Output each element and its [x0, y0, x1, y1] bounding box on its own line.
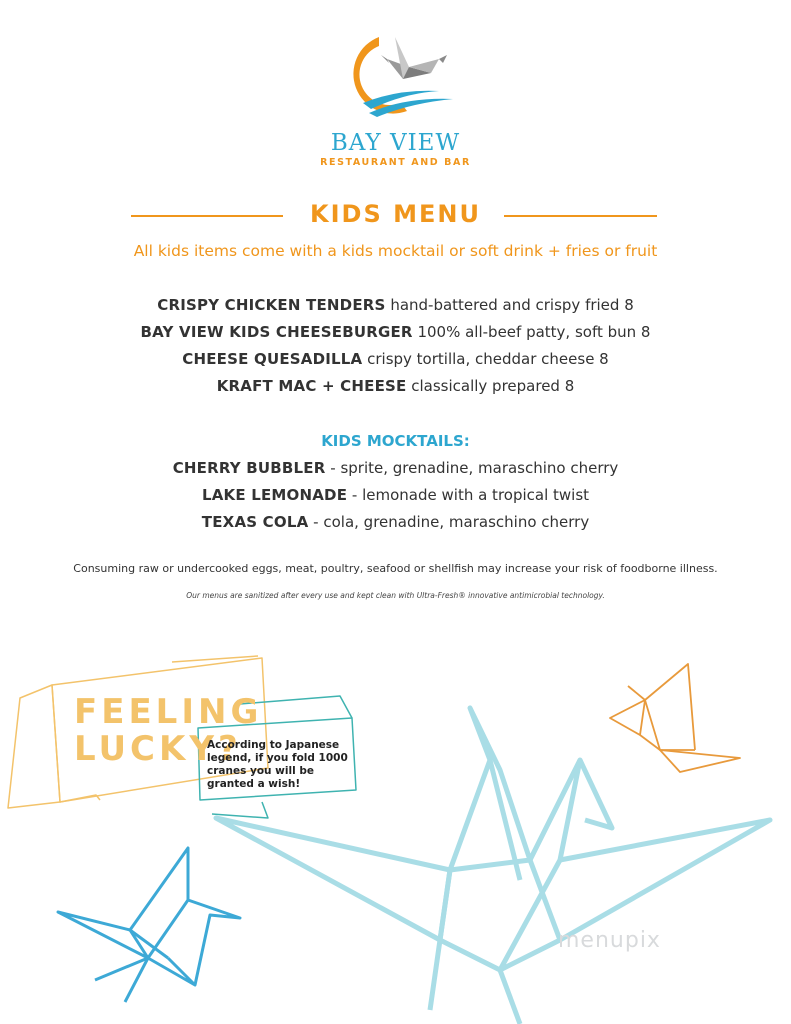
menupix-watermark: menupix: [558, 928, 661, 953]
item-desc: hand-battered and crispy fried 8: [385, 296, 634, 314]
item-desc: - lemonade with a tropical twist: [347, 486, 590, 504]
item-name: CHEESE QUESADILLA: [182, 350, 363, 368]
menu-item: [0, 323, 791, 341]
item-desc: 100% all-beef patty, soft bun 8: [412, 323, 651, 341]
legend-line: legend, if you fold 1000: [207, 752, 348, 764]
mocktail-item: [0, 459, 791, 477]
legend-line: According to Japanese: [207, 739, 340, 751]
food-safety-disclaimer: Consuming raw or undercooked eggs, meat, poultry, seafood or shellfish may increase your risk of foodborne illness.: [73, 562, 718, 575]
item-name: KRAFT MAC + CHEESE: [216, 377, 407, 395]
brand-name: BAY VIEW: [330, 130, 461, 156]
crane-legend: [207, 739, 348, 791]
promo-line-1: FEELING: [74, 692, 263, 732]
mocktail-item: [0, 486, 791, 504]
item-desc: - cola, grenadine, maraschino cherry: [308, 513, 590, 531]
item-desc: classically prepared 8: [406, 377, 575, 395]
brand-subtitle: RESTAURANT AND BAR: [320, 157, 471, 168]
menu-item: [0, 377, 791, 395]
menu-title: KIDS MENU: [310, 200, 481, 228]
menu-note: All kids items come with a kids mocktail or soft drink + fries or fruit: [133, 242, 658, 260]
item-name: CRISPY CHICKEN TENDERS: [157, 296, 386, 314]
item-name: LAKE LEMONADE: [201, 486, 348, 504]
sanitation-note: Our menus are sanitized after every use and kept clean with Ultra-Fresh® innovative antimicrobial technology.: [186, 591, 605, 600]
promo-line-2: LUCKY?: [74, 729, 242, 769]
item-desc: crispy tortilla, cheddar cheese 8: [362, 350, 609, 368]
mocktail-item: [0, 513, 791, 531]
item-desc: - sprite, grenadine, maraschino cherry: [325, 459, 619, 477]
orange-crane: [610, 664, 740, 772]
menu-item: [0, 350, 791, 368]
item-name: BAY VIEW KIDS CHEESEBURGER: [140, 323, 413, 341]
legend-line: granted a wish!: [207, 778, 301, 790]
item-name: CHERRY BUBBLER: [172, 459, 326, 477]
bay-view-logo: [335, 33, 465, 119]
menu-item: [0, 296, 791, 314]
legend-line: cranes you will be: [207, 765, 314, 777]
item-name: TEXAS COLA: [201, 513, 309, 531]
mocktails-title: KIDS MOCKTAILS:: [321, 432, 470, 450]
blue-crane: [58, 848, 240, 1002]
